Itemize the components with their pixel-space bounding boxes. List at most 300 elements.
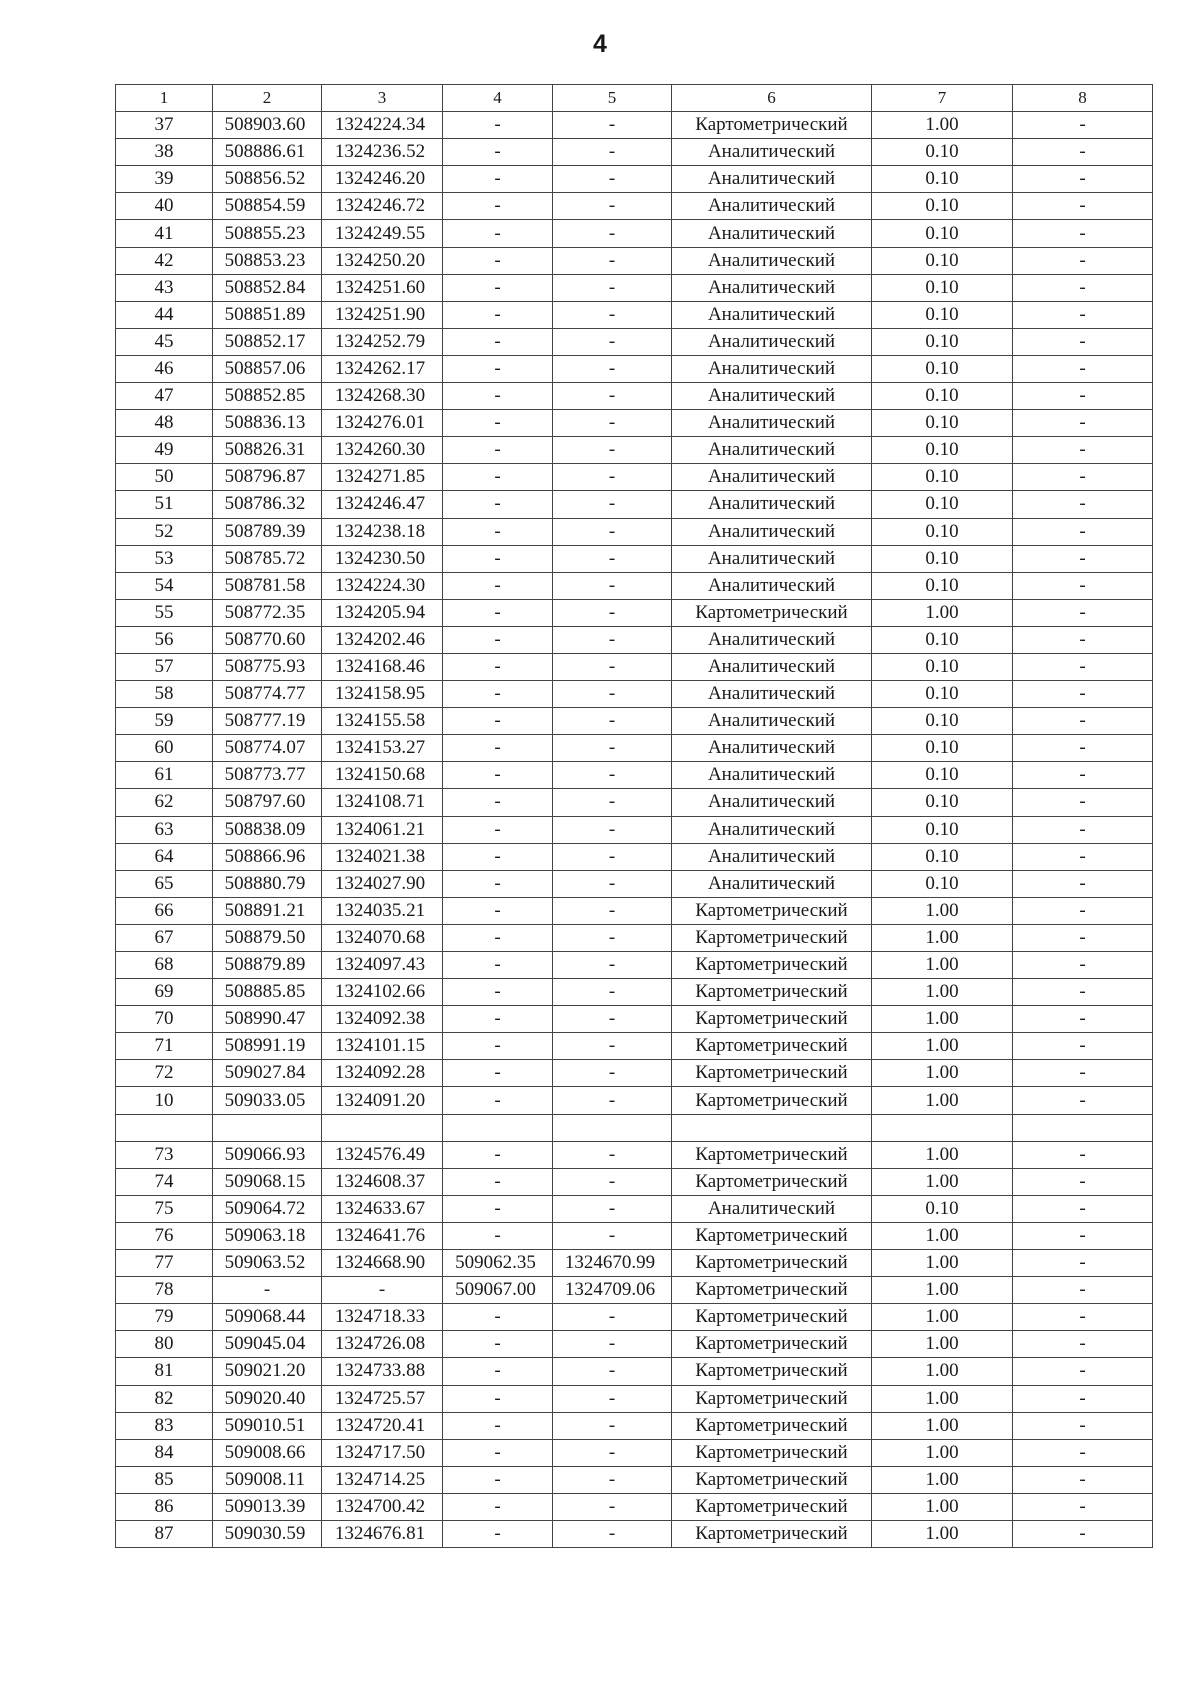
table-cell: - [1013, 437, 1153, 464]
table-cell: 1.00 [872, 1168, 1013, 1195]
table-cell: 1324725.57 [322, 1385, 443, 1412]
table-cell: - [443, 1195, 553, 1222]
table-cell: 508903.60 [213, 112, 322, 139]
table-cell: - [443, 1222, 553, 1249]
table-cell: - [553, 1141, 672, 1168]
table-cell: 58 [116, 681, 213, 708]
table-cell: 509062.35 [443, 1250, 553, 1277]
table-cell: - [1013, 355, 1153, 382]
table-cell: Аналитический [672, 735, 872, 762]
table-cell: - [443, 1168, 553, 1195]
table-cell: - [443, 762, 553, 789]
table-row [116, 1222, 1153, 1249]
table-cell: - [553, 1033, 672, 1060]
table-cell: - [553, 1331, 672, 1358]
table-cell: Аналитический [672, 843, 872, 870]
table-cell: - [553, 653, 672, 680]
table-cell: - [553, 1304, 672, 1331]
table-cell: Аналитический [672, 762, 872, 789]
table-cell: 62 [116, 789, 213, 816]
table-cell: 81 [116, 1358, 213, 1385]
table-cell: - [443, 328, 553, 355]
table-row [116, 1006, 1153, 1033]
table-row [116, 599, 1153, 626]
table-cell: 51 [116, 491, 213, 518]
table-cell: Аналитический [672, 383, 872, 410]
table-cell: 0.10 [872, 870, 1013, 897]
table-cell: 0.10 [872, 247, 1013, 274]
table-row [116, 491, 1153, 518]
table-cell: Аналитический [672, 518, 872, 545]
table-cell: Аналитический [672, 274, 872, 301]
table-cell: 1324238.18 [322, 518, 443, 545]
table-cell: - [553, 924, 672, 951]
table-cell: - [443, 112, 553, 139]
table-cell: - [1013, 952, 1153, 979]
table-cell: - [553, 599, 672, 626]
page-number: 4 [593, 30, 607, 58]
table-cell: 46 [116, 355, 213, 382]
table-cell: - [553, 193, 672, 220]
table-cell: - [553, 518, 672, 545]
table-cell: 45 [116, 328, 213, 355]
table-cell: 70 [116, 1006, 213, 1033]
table-row [116, 1439, 1153, 1466]
table-cell: 508891.21 [213, 897, 322, 924]
table-cell: - [1013, 410, 1153, 437]
table-cell: - [1013, 1195, 1153, 1222]
table-cell: - [1013, 681, 1153, 708]
table-cell: - [553, 1060, 672, 1087]
table-cell: 1324097.43 [322, 952, 443, 979]
table-cell: 1.00 [872, 1493, 1013, 1520]
table-cell: - [553, 220, 672, 247]
table-cell: 10 [116, 1087, 213, 1114]
table-cell: - [443, 599, 553, 626]
table-cell: 1324246.72 [322, 193, 443, 220]
table-cell: 509068.44 [213, 1304, 322, 1331]
table-cell: 1324676.81 [322, 1520, 443, 1547]
table-cell: 509030.59 [213, 1520, 322, 1547]
table-cell: 0.10 [872, 383, 1013, 410]
table-cell: - [553, 410, 672, 437]
column-header-1: 1 [116, 85, 213, 112]
table-cell: 1324668.90 [322, 1250, 443, 1277]
table-cell: - [443, 1033, 553, 1060]
table-cell: 508855.23 [213, 220, 322, 247]
table-cell: 1324236.52 [322, 139, 443, 166]
table-cell: 0.10 [872, 491, 1013, 518]
table-cell: Аналитический [672, 355, 872, 382]
table-cell: - [553, 843, 672, 870]
table-row [116, 572, 1153, 599]
table-cell: Аналитический [672, 410, 872, 437]
table-cell: 1324576.49 [322, 1141, 443, 1168]
table-cell: - [443, 870, 553, 897]
table-cell: 1324150.68 [322, 762, 443, 789]
table-row [116, 247, 1153, 274]
table-cell: - [1013, 518, 1153, 545]
table-cell: - [1013, 545, 1153, 572]
table-cell: 0.10 [872, 518, 1013, 545]
table-cell: 64 [116, 843, 213, 870]
table-cell: 1.00 [872, 1277, 1013, 1304]
table-cell: Аналитический [672, 328, 872, 355]
table-cell: - [443, 1060, 553, 1087]
table-cell: - [1013, 708, 1153, 735]
table-cell: - [1013, 166, 1153, 193]
table-cell: 1.00 [872, 1141, 1013, 1168]
table-cell: 54 [116, 572, 213, 599]
table-cell: 1324230.50 [322, 545, 443, 572]
table-cell: 0.10 [872, 193, 1013, 220]
table-cell: 73 [116, 1141, 213, 1168]
table-cell: Аналитический [672, 166, 872, 193]
table-cell: - [1013, 1168, 1153, 1195]
table-cell: 508797.60 [213, 789, 322, 816]
column-header-5: 5 [553, 85, 672, 112]
table-cell: 41 [116, 220, 213, 247]
table-cell: 508866.96 [213, 843, 322, 870]
table-cell [872, 1114, 1013, 1141]
table-cell: 1324276.01 [322, 410, 443, 437]
table-cell: - [443, 843, 553, 870]
table-cell: Картометрический [672, 1087, 872, 1114]
table-cell: Аналитический [672, 247, 872, 274]
table-cell: Картометрический [672, 1168, 872, 1195]
table-cell: 0.10 [872, 220, 1013, 247]
table-cell: - [1013, 464, 1153, 491]
table-cell: - [443, 653, 553, 680]
table-cell: 67 [116, 924, 213, 951]
table-cell: - [1013, 1033, 1153, 1060]
table-cell: 1.00 [872, 1304, 1013, 1331]
table-cell: 0.10 [872, 572, 1013, 599]
table-row [116, 437, 1153, 464]
table-cell: 508880.79 [213, 870, 322, 897]
table-cell: - [553, 545, 672, 572]
table-row [116, 626, 1153, 653]
table-cell: - [322, 1277, 443, 1304]
table-cell: 508857.06 [213, 355, 322, 382]
table-cell: - [553, 1412, 672, 1439]
table-cell: Аналитический [672, 653, 872, 680]
table-cell: - [1013, 599, 1153, 626]
table-cell: 53 [116, 545, 213, 572]
table-cell: 508789.39 [213, 518, 322, 545]
table-cell: 0.10 [872, 653, 1013, 680]
table-cell: Картометрический [672, 1250, 872, 1277]
table-cell: 82 [116, 1385, 213, 1412]
table-cell: - [443, 437, 553, 464]
table-row [116, 193, 1153, 220]
table-cell: 0.10 [872, 708, 1013, 735]
table-cell: Аналитический [672, 708, 872, 735]
table-row [116, 383, 1153, 410]
table-cell: - [443, 491, 553, 518]
table-cell: - [1013, 1304, 1153, 1331]
table-cell: Аналитический [672, 139, 872, 166]
table-cell: 1324718.33 [322, 1304, 443, 1331]
table-cell: 66 [116, 897, 213, 924]
table-cell: - [443, 735, 553, 762]
table-row [116, 762, 1153, 789]
table-row [116, 924, 1153, 951]
table-cell: - [553, 1168, 672, 1195]
table-cell: 1324091.20 [322, 1087, 443, 1114]
table-cell: 509033.05 [213, 1087, 322, 1114]
table-cell: 508886.61 [213, 139, 322, 166]
table-cell: 69 [116, 979, 213, 1006]
table-cell: - [443, 139, 553, 166]
table-cell: 1324061.21 [322, 816, 443, 843]
table-cell: - [443, 1087, 553, 1114]
table-cell: 74 [116, 1168, 213, 1195]
column-header-7: 7 [872, 85, 1013, 112]
table-cell: Аналитический [672, 816, 872, 843]
table-cell: - [443, 816, 553, 843]
table-cell: 1324252.79 [322, 328, 443, 355]
table-row [116, 518, 1153, 545]
table-cell: 1324268.30 [322, 383, 443, 410]
table-cell: Аналитический [672, 870, 872, 897]
table-cell: 0.10 [872, 464, 1013, 491]
table-row [116, 1520, 1153, 1547]
table-cell: 1324641.76 [322, 1222, 443, 1249]
table-cell: - [1013, 1493, 1153, 1520]
table-cell: 1324092.38 [322, 1006, 443, 1033]
table-body [116, 112, 1153, 1548]
table-cell: 48 [116, 410, 213, 437]
table-row [116, 1493, 1153, 1520]
table-cell: 1324709.06 [553, 1277, 672, 1304]
table-cell: - [443, 1493, 553, 1520]
table-cell: - [553, 897, 672, 924]
table-cell: - [1013, 274, 1153, 301]
table-cell: - [553, 979, 672, 1006]
table-cell: - [1013, 1277, 1153, 1304]
table-cell: - [553, 762, 672, 789]
table-cell: - [553, 572, 672, 599]
table-cell: - [1013, 1358, 1153, 1385]
table-cell: - [1013, 626, 1153, 653]
table-cell: 0.10 [872, 1195, 1013, 1222]
table-cell: 508786.32 [213, 491, 322, 518]
table-cell: - [553, 274, 672, 301]
table-row [116, 274, 1153, 301]
table-cell: 509020.40 [213, 1385, 322, 1412]
table-row [116, 1412, 1153, 1439]
table-cell: - [443, 897, 553, 924]
table-cell: 39 [116, 166, 213, 193]
table-cell: - [553, 139, 672, 166]
table-cell: 1324733.88 [322, 1358, 443, 1385]
table-cell: 38 [116, 139, 213, 166]
table-cell: Картометрический [672, 1439, 872, 1466]
table-cell: 59 [116, 708, 213, 735]
table-cell: - [443, 166, 553, 193]
table-cell: - [1013, 1250, 1153, 1277]
table-cell: - [553, 1520, 672, 1547]
table-cell: - [553, 247, 672, 274]
table-cell: - [553, 735, 672, 762]
table-cell: 1.00 [872, 1006, 1013, 1033]
table-cell: 509008.66 [213, 1439, 322, 1466]
table-cell: - [443, 220, 553, 247]
table-cell: 78 [116, 1277, 213, 1304]
table-row [116, 897, 1153, 924]
table-cell: 0.10 [872, 355, 1013, 382]
table-cell: - [1013, 1412, 1153, 1439]
table-cell: - [443, 626, 553, 653]
table-cell: - [553, 1222, 672, 1249]
table-row [116, 681, 1153, 708]
table-cell: - [1013, 572, 1153, 599]
table-row [116, 1033, 1153, 1060]
table-cell: 1324670.99 [553, 1250, 672, 1277]
table-cell: - [1013, 328, 1153, 355]
column-header-4: 4 [443, 85, 553, 112]
table-cell: 1324246.47 [322, 491, 443, 518]
table-cell: 508879.50 [213, 924, 322, 951]
table-cell: 1.00 [872, 924, 1013, 951]
table-cell: - [1013, 1331, 1153, 1358]
table-cell: - [443, 681, 553, 708]
table-cell: 72 [116, 1060, 213, 1087]
table-cell: - [553, 1493, 672, 1520]
table-cell: 508852.85 [213, 383, 322, 410]
table-cell: Картометрический [672, 1385, 872, 1412]
table-cell: 40 [116, 193, 213, 220]
table-cell: - [553, 1358, 672, 1385]
table-cell: Картометрический [672, 1141, 872, 1168]
table-cell: Аналитический [672, 301, 872, 328]
table-row [116, 1141, 1153, 1168]
table-cell: Аналитический [672, 572, 872, 599]
table-cell: 1324717.50 [322, 1439, 443, 1466]
table-header-row [116, 85, 1153, 112]
table-cell: - [443, 274, 553, 301]
table-cell: - [1013, 247, 1153, 274]
table-cell: Картометрический [672, 599, 872, 626]
table-cell: 1324726.08 [322, 1331, 443, 1358]
table-cell: - [553, 1006, 672, 1033]
table-cell: - [553, 491, 672, 518]
table-cell [672, 1114, 872, 1141]
table-cell [443, 1114, 553, 1141]
table-cell: - [443, 410, 553, 437]
table-cell: 508991.19 [213, 1033, 322, 1060]
table-cell: 1.00 [872, 1358, 1013, 1385]
table-cell: 1.00 [872, 1520, 1013, 1547]
table-cell: 1324224.34 [322, 112, 443, 139]
table-cell: 0.10 [872, 789, 1013, 816]
table-cell: 63 [116, 816, 213, 843]
table-cell: - [443, 1304, 553, 1331]
table-row [116, 1466, 1153, 1493]
table-cell: 0.10 [872, 681, 1013, 708]
table-cell: - [443, 1141, 553, 1168]
table-cell: Картометрический [672, 897, 872, 924]
table-cell: - [1013, 220, 1153, 247]
table-cell: 508854.59 [213, 193, 322, 220]
table-cell: 508851.89 [213, 301, 322, 328]
table-cell: 509063.18 [213, 1222, 322, 1249]
table-cell: - [1013, 762, 1153, 789]
table-cell: - [443, 952, 553, 979]
table-cell: - [553, 1087, 672, 1114]
table-cell: Картометрический [672, 1412, 872, 1439]
table-cell: - [1013, 139, 1153, 166]
table-cell: - [1013, 1466, 1153, 1493]
table-row [116, 220, 1153, 247]
table-cell: 83 [116, 1412, 213, 1439]
table-row [116, 166, 1153, 193]
table-cell: - [443, 1412, 553, 1439]
table-cell: 509066.93 [213, 1141, 322, 1168]
table-cell: - [553, 383, 672, 410]
table-cell: - [553, 708, 672, 735]
table-cell: Аналитический [672, 626, 872, 653]
table-cell: 50 [116, 464, 213, 491]
table-cell: - [553, 166, 672, 193]
column-header-2: 2 [213, 85, 322, 112]
table-cell: 1324153.27 [322, 735, 443, 762]
table-cell: 1324224.30 [322, 572, 443, 599]
table-cell: - [553, 301, 672, 328]
table-row [116, 708, 1153, 735]
table-cell: - [553, 626, 672, 653]
table-row [116, 1060, 1153, 1087]
table-cell: 1324608.37 [322, 1168, 443, 1195]
table-cell: - [443, 301, 553, 328]
table-cell: - [1013, 1439, 1153, 1466]
table-row [116, 870, 1153, 897]
table-cell: 509008.11 [213, 1466, 322, 1493]
column-header-3: 3 [322, 85, 443, 112]
table-row [116, 112, 1153, 139]
table-row [116, 952, 1153, 979]
table-cell: 0.10 [872, 437, 1013, 464]
table-cell: - [443, 545, 553, 572]
table-cell: 61 [116, 762, 213, 789]
table-cell: Картометрический [672, 1033, 872, 1060]
table-cell: 77 [116, 1250, 213, 1277]
table-row [116, 816, 1153, 843]
table-cell: - [553, 355, 672, 382]
table-cell: Аналитический [672, 1195, 872, 1222]
table-cell: 86 [116, 1493, 213, 1520]
table-cell: - [1013, 491, 1153, 518]
table-cell: Картометрический [672, 952, 872, 979]
table-cell: - [553, 328, 672, 355]
table-cell: 509045.04 [213, 1331, 322, 1358]
table-cell: Картометрический [672, 1466, 872, 1493]
table-cell: 1.00 [872, 1250, 1013, 1277]
column-header-6: 6 [672, 85, 872, 112]
table-cell: 508773.77 [213, 762, 322, 789]
table-cell: 1.00 [872, 112, 1013, 139]
table-cell: 1324246.20 [322, 166, 443, 193]
table-row [116, 1087, 1153, 1114]
table-cell: 0.10 [872, 410, 1013, 437]
table-cell: 0.10 [872, 816, 1013, 843]
table-cell: - [1013, 1520, 1153, 1547]
table-row [116, 139, 1153, 166]
table-cell: 84 [116, 1439, 213, 1466]
table-cell: 508838.09 [213, 816, 322, 843]
table-cell: - [443, 355, 553, 382]
